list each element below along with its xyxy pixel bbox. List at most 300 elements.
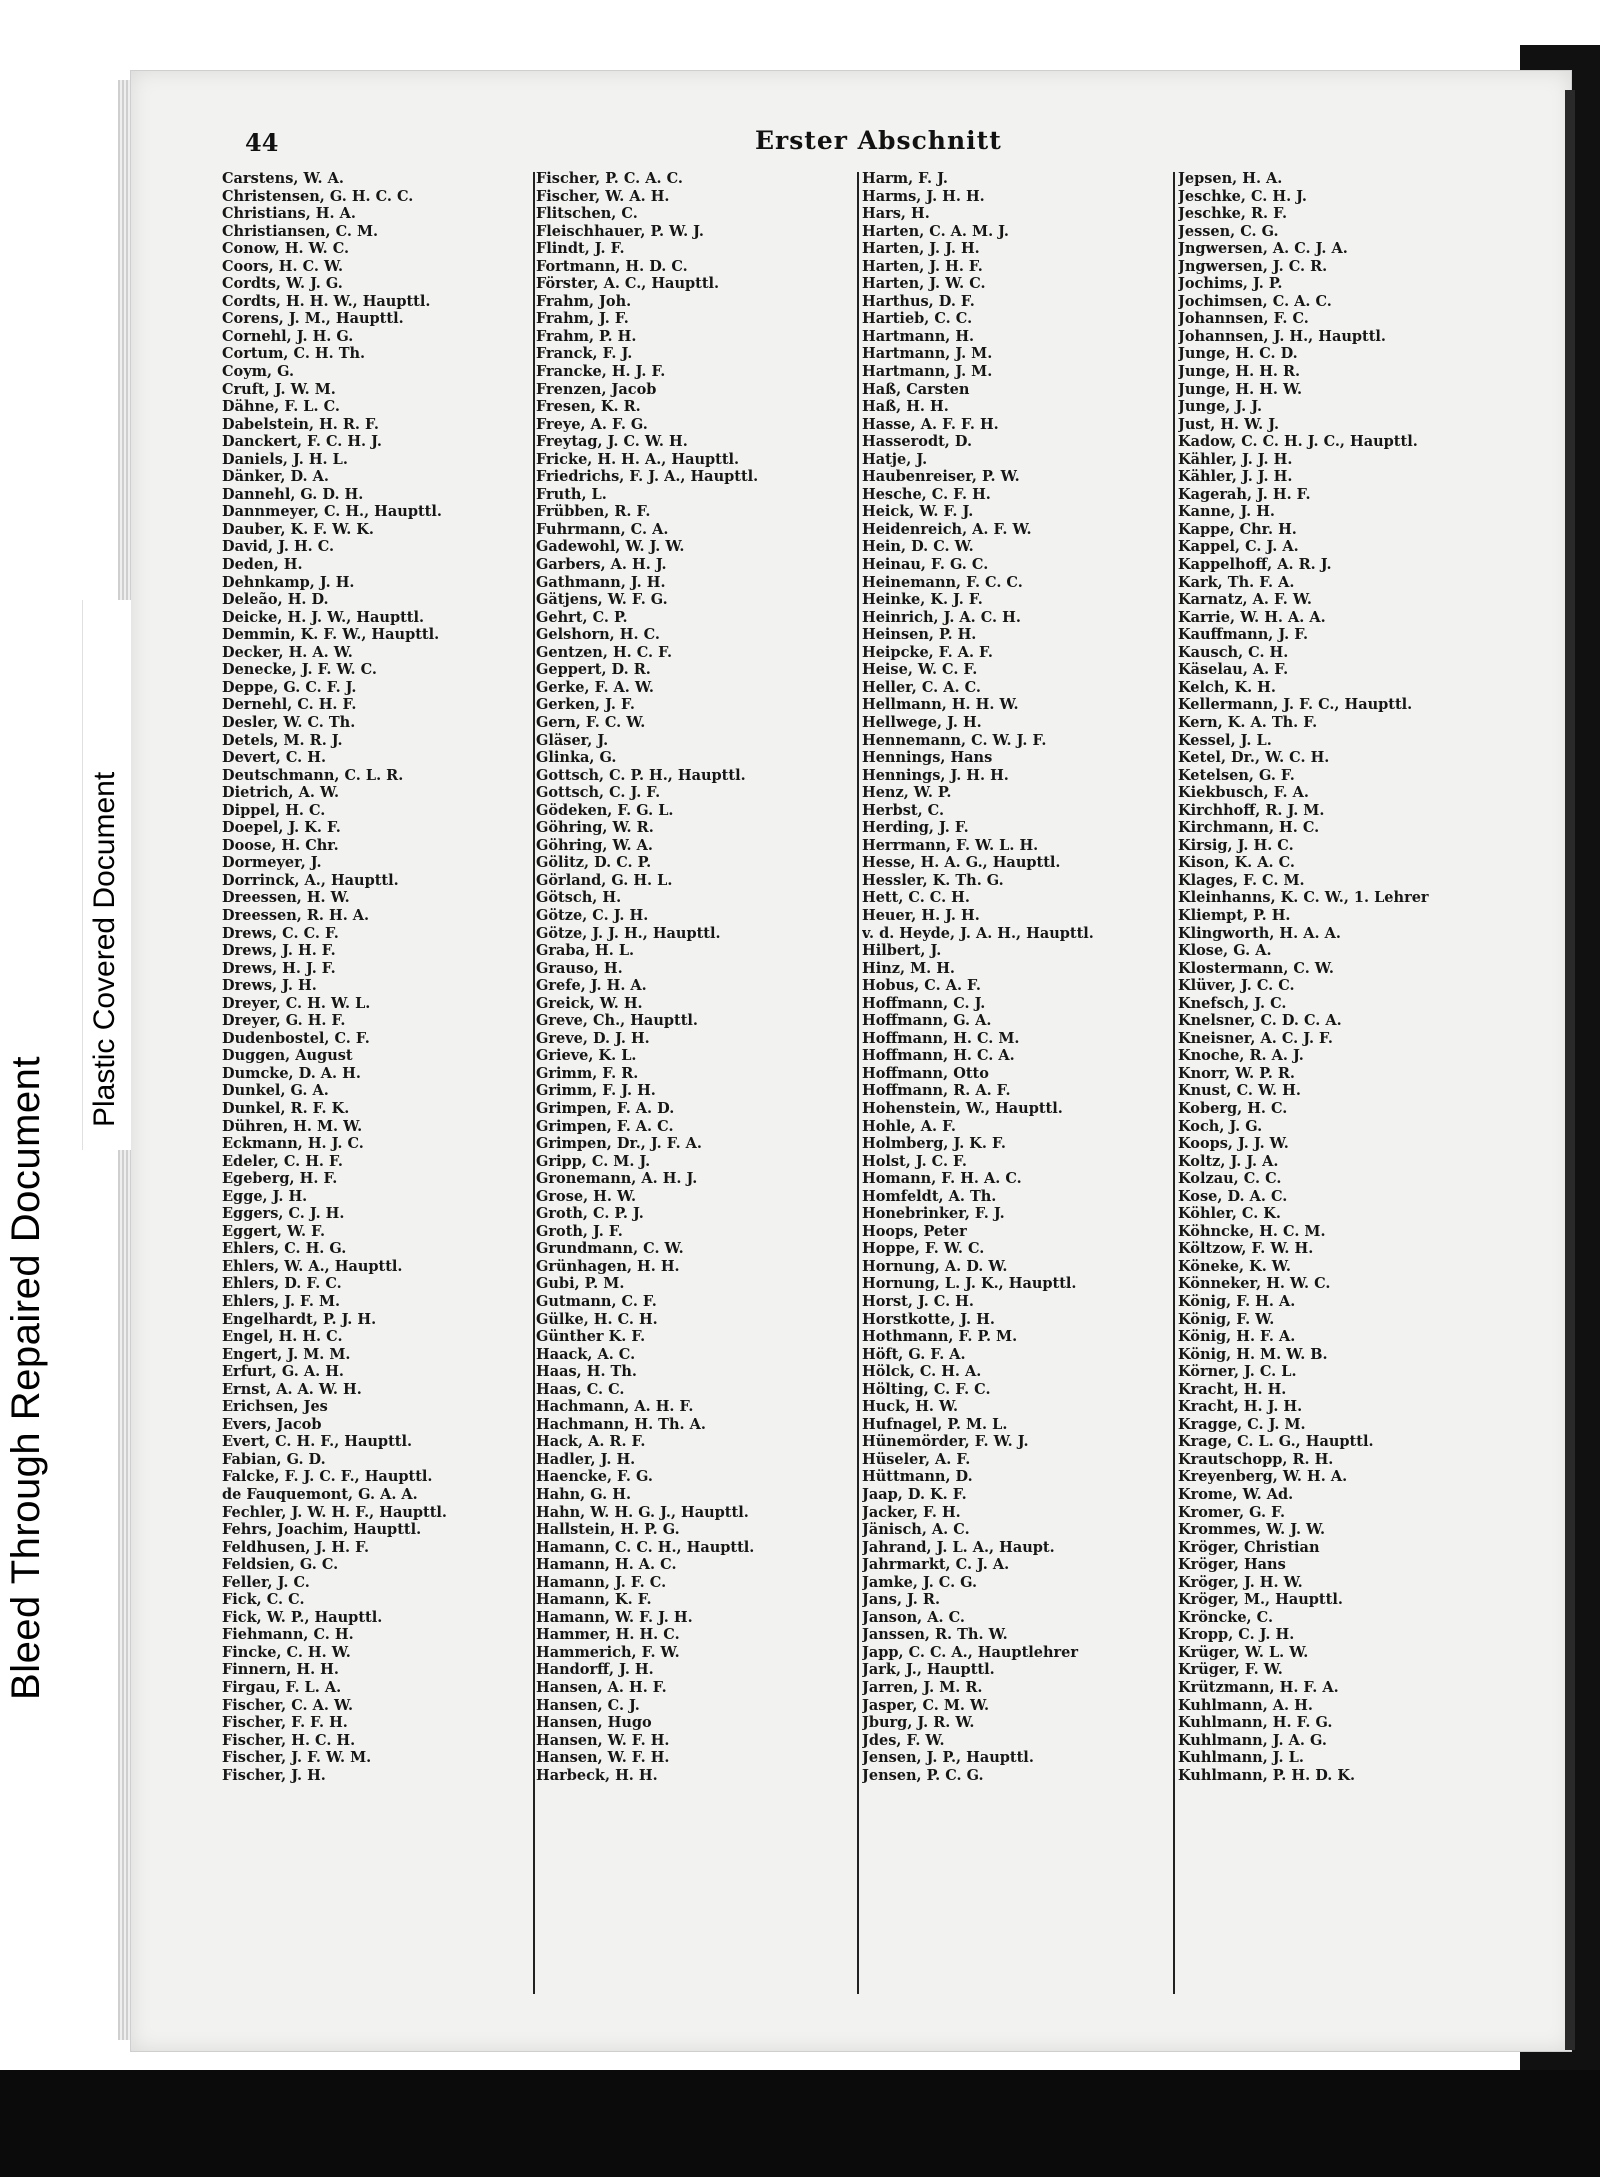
directory-entry: Heise, W. C. F. <box>862 661 978 679</box>
directory-entry: Egeberg, H. F. <box>222 1170 338 1188</box>
directory-entry: Christians, H. A. <box>222 205 356 223</box>
page-number: 44 <box>245 128 279 157</box>
directory-entry: Grundmann, C. W. <box>536 1240 684 1258</box>
directory-entry: Haubenreiser, P. W. <box>862 468 1020 486</box>
directory-entry: Grose, H. W. <box>536 1187 637 1205</box>
directory-entry: Heinau, F. G. C. <box>862 556 989 574</box>
directory-entry: Haencke, F. G. <box>536 1468 653 1486</box>
directory-entry: Hachmann, H. Th. A. <box>536 1415 706 1433</box>
directory-entry: Dühren, H. M. W. <box>222 1117 363 1135</box>
directory-entry: Käselau, A. F. <box>1178 661 1289 679</box>
directory-entry: Homfeldt, A. Th. <box>862 1187 997 1205</box>
directory-entry: König, H. M. W. B. <box>1178 1345 1328 1363</box>
directory-entry: Kneisner, A. C. J. F. <box>1178 1029 1333 1047</box>
directory-entry: Förster, A. C., Haupttl. <box>536 275 720 293</box>
directory-entry: Gripp, C. M. J. <box>536 1152 651 1170</box>
directory-entry: Drews, J. H. F. <box>222 942 336 960</box>
directory-entry: Fischer, F. F. H. <box>222 1714 348 1732</box>
directory-entry: Hamann, W. F. J. H. <box>536 1608 693 1626</box>
directory-entry: Kuhlmann, J. L. <box>1178 1749 1304 1767</box>
directory-entry: Fruth, L. <box>536 485 607 503</box>
directory-entry: Fischer, C. A. W. <box>222 1696 354 1714</box>
directory-entry: Jdes, F. W. <box>862 1731 945 1749</box>
directory-entry: Denecke, J. F. W. C. <box>222 661 377 679</box>
directory-entry: Hoffmann, G. A. <box>862 1012 992 1030</box>
directory-entry: Flitschen, C. <box>536 205 638 223</box>
directory-entry: Junge, H. H. R. <box>1178 363 1301 381</box>
directory-entry: Kirchhoff, R. J. M. <box>1178 801 1325 819</box>
directory-entry: Kelch, K. H. <box>1178 678 1276 696</box>
directory-entry: Jamke, J. C. G. <box>862 1573 978 1591</box>
directory-entry: Grauso, H. <box>536 959 623 977</box>
directory-entry: Kauffmann, J. F. <box>1178 626 1309 644</box>
directory-entry: Hothmann, F. P. M. <box>862 1328 1018 1346</box>
directory-entry: Kromer, G. F. <box>1178 1503 1286 1521</box>
directory-entry: Fleischhauer, P. W. J. <box>536 222 704 240</box>
directory-entry: Hamann, C. C. H., Haupttl. <box>536 1538 755 1556</box>
directory-entry: Horstkotte, J. H. <box>862 1310 995 1328</box>
directory-entry: Hünemörder, F. W. J. <box>862 1433 1029 1451</box>
directory-entry: Evers, Jacob <box>222 1415 322 1433</box>
directory-entry: Könneker, H. W. C. <box>1178 1275 1331 1293</box>
directory-entry: Hammerich, F. W. <box>536 1643 680 1661</box>
directory-entry: Dunkel, R. F. K. <box>222 1099 350 1117</box>
directory-entry: Cordts, W. J. G. <box>222 275 343 293</box>
directory-entry: Ketelsen, G. F. <box>1178 766 1295 784</box>
directory-entry: Jans, J. R. <box>862 1591 940 1609</box>
directory-entry: Cornehl, J. H. G. <box>222 327 354 345</box>
directory-entry: Herrmann, F. W. L. H. <box>862 836 1039 854</box>
directory-entry: Freytag, J. C. W. H. <box>536 433 688 451</box>
directory-entry: Kessel, J. L. <box>1178 731 1272 749</box>
directory-entry: Firgau, F. L. A. <box>222 1679 342 1697</box>
page-edge-right <box>1565 90 1575 2050</box>
directory-entry: Jochims, J. P. <box>1178 275 1283 293</box>
directory-entry: Gottsch, C. P. H., Haupttl. <box>536 766 746 784</box>
directory-entry: Knust, C. W. H. <box>1178 1082 1301 1100</box>
name-column-1 <box>222 170 537 1784</box>
directory-entry: Hachmann, A. H. F. <box>536 1398 694 1416</box>
directory-entry: Dauber, K. F. W. K. <box>222 520 374 538</box>
directory-entry: Hoops, Peter <box>862 1222 967 1240</box>
directory-entry: Krüger, F. W. <box>1178 1661 1283 1679</box>
directory-entry: Dreyer, C. H. W. L. <box>222 994 371 1012</box>
directory-entry: Kröger, Christian <box>1178 1538 1320 1556</box>
directory-entry: Kuhlmann, A. H. <box>1178 1696 1313 1714</box>
directory-entry: Koberg, H. C. <box>1178 1099 1288 1117</box>
directory-entry: Kiekbusch, F. A. <box>1178 784 1309 802</box>
directory-entry: Deicke, H. J. W., Haupttl. <box>222 608 425 626</box>
directory-entry: Hoffmann, Otto <box>862 1064 989 1082</box>
directory-entry: Klingworth, H. A. A. <box>1178 924 1341 942</box>
directory-entry: Hornung, L. J. K., Haupttl. <box>862 1275 1077 1293</box>
directory-entry: Corens, J. M., Haupttl. <box>222 310 404 328</box>
directory-entry: Cordts, H. H. W., Haupttl. <box>222 292 431 310</box>
directory-entry: Cortum, C. H. Th. <box>222 345 366 363</box>
directory-entry: Hammer, H. H. C. <box>536 1626 680 1644</box>
directory-entry: Harten, C. A. M. J. <box>862 222 1009 240</box>
directory-entry: Greve, Ch., Haupttl. <box>536 1012 698 1030</box>
directory-entry: Kuhlmann, H. F. G. <box>1178 1714 1333 1732</box>
directory-entry: Dähne, F. L. C. <box>222 398 340 416</box>
directory-entry: Kragge, C. J. M. <box>1178 1415 1306 1433</box>
directory-entry: Deppe, G. C. F. J. <box>222 678 357 696</box>
directory-entry: Görland, G. H. L. <box>536 871 673 889</box>
directory-entry: Ehlers, C. H. G. <box>222 1240 347 1258</box>
directory-entry: Krüger, W. L. W. <box>1178 1643 1309 1661</box>
directory-entry: Gätjens, W. F. G. <box>536 591 668 609</box>
directory-entry: Kappelhoff, A. R. J. <box>1178 556 1332 574</box>
directory-entry: Jahrmarkt, C. J. A. <box>862 1556 1010 1574</box>
directory-entry: Haas, H. Th. <box>536 1363 637 1381</box>
directory-entry: Desler, W. C. Th. <box>222 713 356 731</box>
directory-entry: Kark, Th. F. A. <box>1178 573 1295 591</box>
directory-entry: Kuhlmann, J. A. G. <box>1178 1731 1327 1749</box>
directory-entry: Eckmann, H. J. C. <box>222 1135 364 1153</box>
directory-entry: Jensen, P. C. G. <box>862 1766 984 1784</box>
directory-entry: Holmberg, J. K. F. <box>862 1135 1006 1153</box>
directory-entry: Glinka, G. <box>536 749 617 767</box>
directory-entry: Hartmann, H. <box>862 327 975 345</box>
directory-entry: Koltz, J. J. A. <box>1178 1152 1279 1170</box>
directory-entry: David, J. H. C. <box>222 538 335 556</box>
directory-entry: Gülke, H. C. H. <box>536 1310 658 1328</box>
directory-entry: Kausch, C. H. <box>1178 643 1289 661</box>
directory-entry: Hellwege, J. H. <box>862 713 982 731</box>
directory-entry: Haack, A. C. <box>536 1345 636 1363</box>
directory-entry: Coors, H. C. W. <box>222 257 344 275</box>
directory-entry: Drews, H. J. F. <box>222 959 336 977</box>
directory-entry: Knorr, W. P. R. <box>1178 1064 1295 1082</box>
directory-entry: Gubi, P. M. <box>536 1275 625 1293</box>
directory-entry: Fischer, W. A. H. <box>536 187 670 205</box>
directory-entry: Köneke, K. W. <box>1178 1257 1291 1275</box>
directory-entry: Geppert, D. R. <box>536 661 651 679</box>
directory-entry: Kähler, J. J. H. <box>1178 450 1293 468</box>
directory-entry: Danckert, F. C. H. J. <box>222 433 382 451</box>
directory-entry: Francke, H. J. F. <box>536 363 666 381</box>
directory-entry: Hansen, A. H. F. <box>536 1679 667 1697</box>
directory-entry: Klages, F. C. M. <box>1178 871 1305 889</box>
directory-entry: Japp, C. C. A., Hauptlehrer <box>862 1643 1079 1661</box>
directory-entry: Dreyer, G. H. F. <box>222 1012 346 1030</box>
directory-entry: Köhler, C. K. <box>1178 1205 1281 1223</box>
directory-entry: Junge, H. C. D. <box>1178 345 1298 363</box>
directory-entry: Horst, J. C. H. <box>862 1293 974 1310</box>
directory-entry: Kose, D. A. C. <box>1178 1187 1288 1205</box>
directory-entry: Heinsen, P. H. <box>862 626 977 644</box>
directory-entry: Hahn, G. H. <box>536 1486 631 1504</box>
directory-entry: Gödeken, F. G. L. <box>536 801 674 819</box>
directory-entry: Evert, C. H. F., Haupttl. <box>222 1433 413 1451</box>
directory-entry: Heipcke, F. A. F. <box>862 643 993 661</box>
directory-entry: Finnern, H. H. <box>222 1661 339 1679</box>
directory-entry: Handorff, J. H. <box>536 1661 654 1679</box>
directory-entry: Götze, J. J. H., Haupttl. <box>536 924 721 942</box>
directory-entry: Kison, K. A. C. <box>1178 854 1295 872</box>
directory-entry: Kracht, H. H. <box>1178 1380 1287 1398</box>
directory-entry: Dippel, H. C. <box>222 801 326 819</box>
directory-entry: Fehrs, Joachim, Haupttl. <box>222 1521 422 1539</box>
directory-entry: Knoche, R. A. J. <box>1178 1047 1304 1065</box>
directory-entry: Dernehl, C. H. F. <box>222 696 357 714</box>
directory-entry: Gentzen, H. C. F. <box>536 643 673 661</box>
directory-entry: Hasserodt, D. <box>862 433 972 451</box>
directory-entry: Gottsch, C. J. F. <box>536 784 661 802</box>
directory-entry: Dumcke, D. A. H. <box>222 1064 361 1082</box>
directory-entry: Huck, H. W. <box>862 1398 959 1416</box>
directory-entry: Fischer, J. H. <box>222 1766 326 1784</box>
directory-entry: Frübben, R. F. <box>536 503 651 521</box>
directory-entry: Hamann, H. A. C. <box>536 1556 677 1574</box>
directory-entry: Jahrand, J. L. A., Haupt. <box>862 1538 1055 1556</box>
directory-entry: Fischer, H. C. H. <box>222 1731 356 1749</box>
directory-entry: Jepsen, H. A. <box>1178 170 1283 187</box>
directory-entry: Herding, J. F. <box>862 819 969 837</box>
directory-entry: Fick, W. P., Haupttl. <box>222 1608 383 1626</box>
directory-entry: Hallstein, H. P. G. <box>536 1521 680 1539</box>
directory-entry: Fresen, K. R. <box>536 398 641 416</box>
directory-entry: Hasse, A. F. F. H. <box>862 415 999 433</box>
directory-entry: Götsch, H. <box>536 889 622 907</box>
directory-entry: Heidenreich, A. F. W. <box>862 520 1032 538</box>
directory-entry: Garbers, A. H. J. <box>536 556 667 574</box>
directory-entry: Kröger, Hans <box>1178 1556 1286 1574</box>
directory-entry: Drews, C. C. F. <box>222 924 339 942</box>
directory-entry: Johannsen, J. H., Haupttl. <box>1178 327 1386 345</box>
directory-entry: Grieve, K. L. <box>536 1047 637 1065</box>
directory-entry: Ehlers, W. A., Haupttl. <box>222 1257 403 1275</box>
directory-entry: Költzow, F. W. H. <box>1178 1240 1314 1258</box>
directory-entry: Klostermann, C. W. <box>1178 959 1334 977</box>
directory-entry: Hilbert, J. <box>862 942 942 960</box>
directory-entry: v. d. Heyde, J. A. H., Haupttl. <box>862 924 1094 942</box>
directory-entry: Engelhardt, P. J. H. <box>222 1310 377 1328</box>
directory-entry: Dreessen, R. H. A. <box>222 906 370 924</box>
directory-entry: Krage, C. L. G., Haupttl. <box>1178 1433 1374 1451</box>
directory-entry: Gläser, J. <box>536 731 609 749</box>
directory-entry: Gerken, J. F. <box>536 696 635 714</box>
directory-entry: Friedrichs, F. J. A., Haupttl. <box>536 468 759 486</box>
directory-entry: Hornung, A. D. W. <box>862 1257 1008 1275</box>
directory-entry: Detels, M. R. J. <box>222 731 343 749</box>
directory-entry: Deden, H. <box>222 556 303 574</box>
directory-entry: Hellmann, H. H. W. <box>862 696 1019 714</box>
directory-entry: Hennings, Hans <box>862 749 993 767</box>
directory-entry: Junge, H. H. W. <box>1178 380 1303 398</box>
directory-entry: Grimpen, F. A. D. <box>536 1099 675 1117</box>
directory-entry: Heuer, H. J. H. <box>862 906 980 924</box>
directory-entry: Erichsen, Jes <box>222 1398 328 1416</box>
directory-entry: Hennings, J. H. H. <box>862 766 1009 784</box>
directory-entry: Johannsen, F. C. <box>1178 310 1309 328</box>
directory-entry: Ernst, A. A. W. H. <box>222 1380 362 1398</box>
directory-entry: Jarren, J. M. R. <box>862 1679 983 1697</box>
directory-entry: Hansen, W. F. H. <box>536 1749 670 1767</box>
directory-entry: Groth, C. P. J. <box>536 1205 644 1223</box>
directory-entry: Holst, J. C. F. <box>862 1152 967 1170</box>
directory-entry: Gutmann, C. F. <box>536 1293 657 1310</box>
directory-entry: Gronemann, A. H. J. <box>536 1170 698 1188</box>
directory-entry: Kappel, C. J. A. <box>1178 538 1299 556</box>
directory-entry: Herbst, C. <box>862 801 944 819</box>
directory-entry: Harthus, D. F. <box>862 292 975 310</box>
directory-entry: Hesse, H. A. G., Haupttl. <box>862 854 1061 872</box>
directory-entry: Jensen, J. P., Haupttl. <box>862 1749 1034 1767</box>
directory-entry: Hartieb, C. C. <box>862 310 973 328</box>
section-title: Erster Abschnitt <box>755 126 1002 155</box>
directory-entry: Hessler, K. Th. G. <box>862 871 1004 889</box>
directory-entry: Kuhlmann, P. H. D. K. <box>1178 1766 1355 1784</box>
directory-entry: Greick, W. H. <box>536 994 643 1012</box>
directory-entry: Frenzen, Jacob <box>536 380 657 398</box>
directory-entry: Conow, H. W. C. <box>222 240 350 258</box>
directory-entry: Heinemann, F. C. C. <box>862 573 1023 591</box>
directory-entry: Kern, K. A. Th. F. <box>1178 713 1318 731</box>
directory-entry: Heinrich, J. A. C. H. <box>862 608 1021 626</box>
directory-entry: Dänker, D. A. <box>222 468 329 486</box>
directory-entry: Hatje, J. <box>862 450 928 468</box>
directory-entry: Greve, D. J. H. <box>536 1029 650 1047</box>
directory-entry: Hamann, J. F. C. <box>536 1573 667 1591</box>
directory-entry: Hartmann, J. M. <box>862 363 993 381</box>
directory-entry: Hansen, W. F. H. <box>536 1731 670 1749</box>
directory-entry: Hüttmann, D. <box>862 1468 973 1486</box>
directory-entry: Hoffmann, H. C. M. <box>862 1029 1020 1047</box>
directory-entry: Kleinhanns, K. C. W., 1. Lehrer <box>1178 889 1429 907</box>
directory-entry: Cruft, J. W. M. <box>222 380 336 398</box>
directory-entry: Flindt, J. F. <box>536 240 625 258</box>
directory-entry: Frahm, P. H. <box>536 327 637 345</box>
directory-entry: Gadewohl, W. J. W. <box>536 538 685 556</box>
directory-entry: Ehlers, D. F. C. <box>222 1275 342 1293</box>
directory-entry: Dreessen, H. W. <box>222 889 350 907</box>
directory-entry: Hoffmann, H. C. A. <box>862 1047 1015 1065</box>
directory-entry: Gerke, F. A. W. <box>536 678 654 696</box>
directory-entry: Grimm, F. J. H. <box>536 1082 656 1100</box>
column-rule-2 <box>857 172 859 1994</box>
directory-entry: Jngwersen, J. C. R. <box>1178 257 1328 275</box>
directory-entry: Hölck, C. H. A. <box>862 1363 982 1381</box>
directory-entry: Klüver, J. C. C. <box>1178 977 1295 995</box>
directory-entry: Egge, J. H. <box>222 1187 308 1205</box>
directory-entry: Gelshorn, H. C. <box>536 626 660 644</box>
directory-entry: Coym, G. <box>222 363 294 381</box>
directory-entry: Jacker, F. H. <box>862 1503 961 1521</box>
directory-entry: Karnatz, A. F. W. <box>1178 591 1312 609</box>
directory-entry: Daniels, J. H. L. <box>222 450 348 468</box>
name-column-4 <box>1178 170 1493 1784</box>
directory-entry: Grimpen, F. A. C. <box>536 1117 674 1135</box>
directory-entry: Christensen, G. H. C. C. <box>222 187 414 205</box>
directory-entry: Fortmann, H. D. C. <box>536 257 688 275</box>
directory-entry: Engel, H. H. C. <box>222 1328 343 1346</box>
directory-entry: Grimm, F. R. <box>536 1064 639 1082</box>
directory-entry: Günther K. F. <box>536 1328 646 1346</box>
directory-entry: Fincke, C. H. W. <box>222 1643 351 1661</box>
directory-entry: Henz, W. P. <box>862 784 952 802</box>
directory-entry: Krome, W. Ad. <box>1178 1486 1294 1504</box>
directory-entry: Kropp, C. J. H. <box>1178 1626 1295 1644</box>
directory-entry: Groth, J. F. <box>536 1222 623 1240</box>
directory-entry: Grünhagen, H. H. <box>536 1257 680 1275</box>
directory-entry: Hinz, M. H. <box>862 959 955 977</box>
directory-entry: Honebrinker, F. J. <box>862 1205 1005 1223</box>
name-column-3 <box>862 170 1177 1784</box>
directory-entry: Heinke, K. J. F. <box>862 591 983 609</box>
directory-entry: Harten, J. J. H. <box>862 240 980 258</box>
directory-entry: Demmin, K. F. W., Haupttl. <box>222 626 440 644</box>
directory-entry: Fabian, G. D. <box>222 1450 326 1468</box>
directory-entry: Dehnkamp, J. H. <box>222 573 355 591</box>
directory-entry: Körner, J. C. L. <box>1178 1363 1297 1381</box>
directory-entry: Kappe, Chr. H. <box>1178 520 1297 538</box>
directory-entry: Jasper, C. M. W. <box>862 1696 990 1714</box>
directory-entry: Just, H. W. J. <box>1178 415 1280 433</box>
directory-entry: Kagerah, J. H. F. <box>1178 485 1311 503</box>
directory-entry: Hartmann, J. M. <box>862 345 993 363</box>
directory-entry: Devert, C. H. <box>222 749 327 767</box>
directory-entry: Höft, G. F. A. <box>862 1345 966 1363</box>
directory-entry: Jngwersen, A. C. J. A. <box>1178 240 1348 258</box>
directory-entry: de Fauquemont, G. A. A. <box>222 1486 418 1504</box>
directory-entry: Kellermann, J. F. C., Haupttl. <box>1178 696 1413 714</box>
directory-entry: Fick, C. C. <box>222 1591 305 1609</box>
directory-entry: Feldsien, G. C. <box>222 1556 339 1574</box>
directory-entry: Heller, C. A. C. <box>862 678 981 696</box>
directory-entry: Kracht, H. J. H. <box>1178 1398 1303 1416</box>
directory-entry: Kliempt, P. H. <box>1178 906 1291 924</box>
directory-entry: König, F. W. <box>1178 1310 1275 1328</box>
directory-entry: Christiansen, C. M. <box>222 222 379 240</box>
directory-entry: Hoppe, F. W. C. <box>862 1240 985 1258</box>
directory-entry: Harm, F. J. <box>862 170 948 187</box>
directory-entry: Hett, C. C. H. <box>862 889 970 907</box>
directory-entry: Grimpen, Dr., J. F. A. <box>536 1135 702 1153</box>
directory-entry: Dorrinck, A., Haupttl. <box>222 871 399 889</box>
directory-entry: Haas, C. C. <box>536 1380 625 1398</box>
name-column-2 <box>536 170 851 1784</box>
directory-entry: Jochimsen, C. A. C. <box>1178 292 1332 310</box>
directory-entry: Hansen, C. J. <box>536 1696 640 1714</box>
directory-entry: Jaap, D. K. F. <box>862 1486 967 1504</box>
directory-entry: Gathmann, J. H. <box>536 573 666 591</box>
directory-entry: Hoffmann, R. A. F. <box>862 1082 1011 1100</box>
directory-entry: Kröger, M., Haupttl. <box>1178 1591 1343 1609</box>
directory-entry: Fischer, P. C. A. C. <box>536 170 683 187</box>
directory-entry: Dabelstein, H. R. F. <box>222 415 379 433</box>
directory-entry: Hennemann, C. W. J. F. <box>862 731 1047 749</box>
directory-entry: Hesche, C. F. H. <box>862 485 991 503</box>
directory-entry: Harten, J. W. C. <box>862 275 986 293</box>
directory-entry: Kröncke, C. <box>1178 1608 1273 1626</box>
directory-entry: Hoffmann, C. J. <box>862 994 986 1012</box>
directory-entry: Klose, G. A. <box>1178 942 1272 960</box>
bleed-repaired-label: Bleed Through Repaired Document <box>4 1055 48 1700</box>
directory-entry: Dannehl, G. D. H. <box>222 485 364 503</box>
directory-entry: Feldhusen, J. H. F. <box>222 1538 369 1556</box>
directory-entry: Gölitz, D. C. P. <box>536 854 652 872</box>
directory-entry: Edeler, C. H. F. <box>222 1152 343 1170</box>
directory-entry: Carstens, W. A. <box>222 170 344 187</box>
directory-entry: Hars, H. <box>862 205 930 223</box>
directory-entry: Duggen, August <box>222 1047 353 1065</box>
directory-entry: Hufnagel, P. M. L. <box>862 1415 1008 1433</box>
directory-entry: Dannmeyer, C. H., Haupttl. <box>222 503 442 521</box>
directory-entry: Homann, F. H. A. C. <box>862 1170 1022 1188</box>
directory-entry: Fuhrmann, C. A. <box>536 520 669 538</box>
directory-entry: Jburg, J. R. W. <box>862 1714 975 1732</box>
